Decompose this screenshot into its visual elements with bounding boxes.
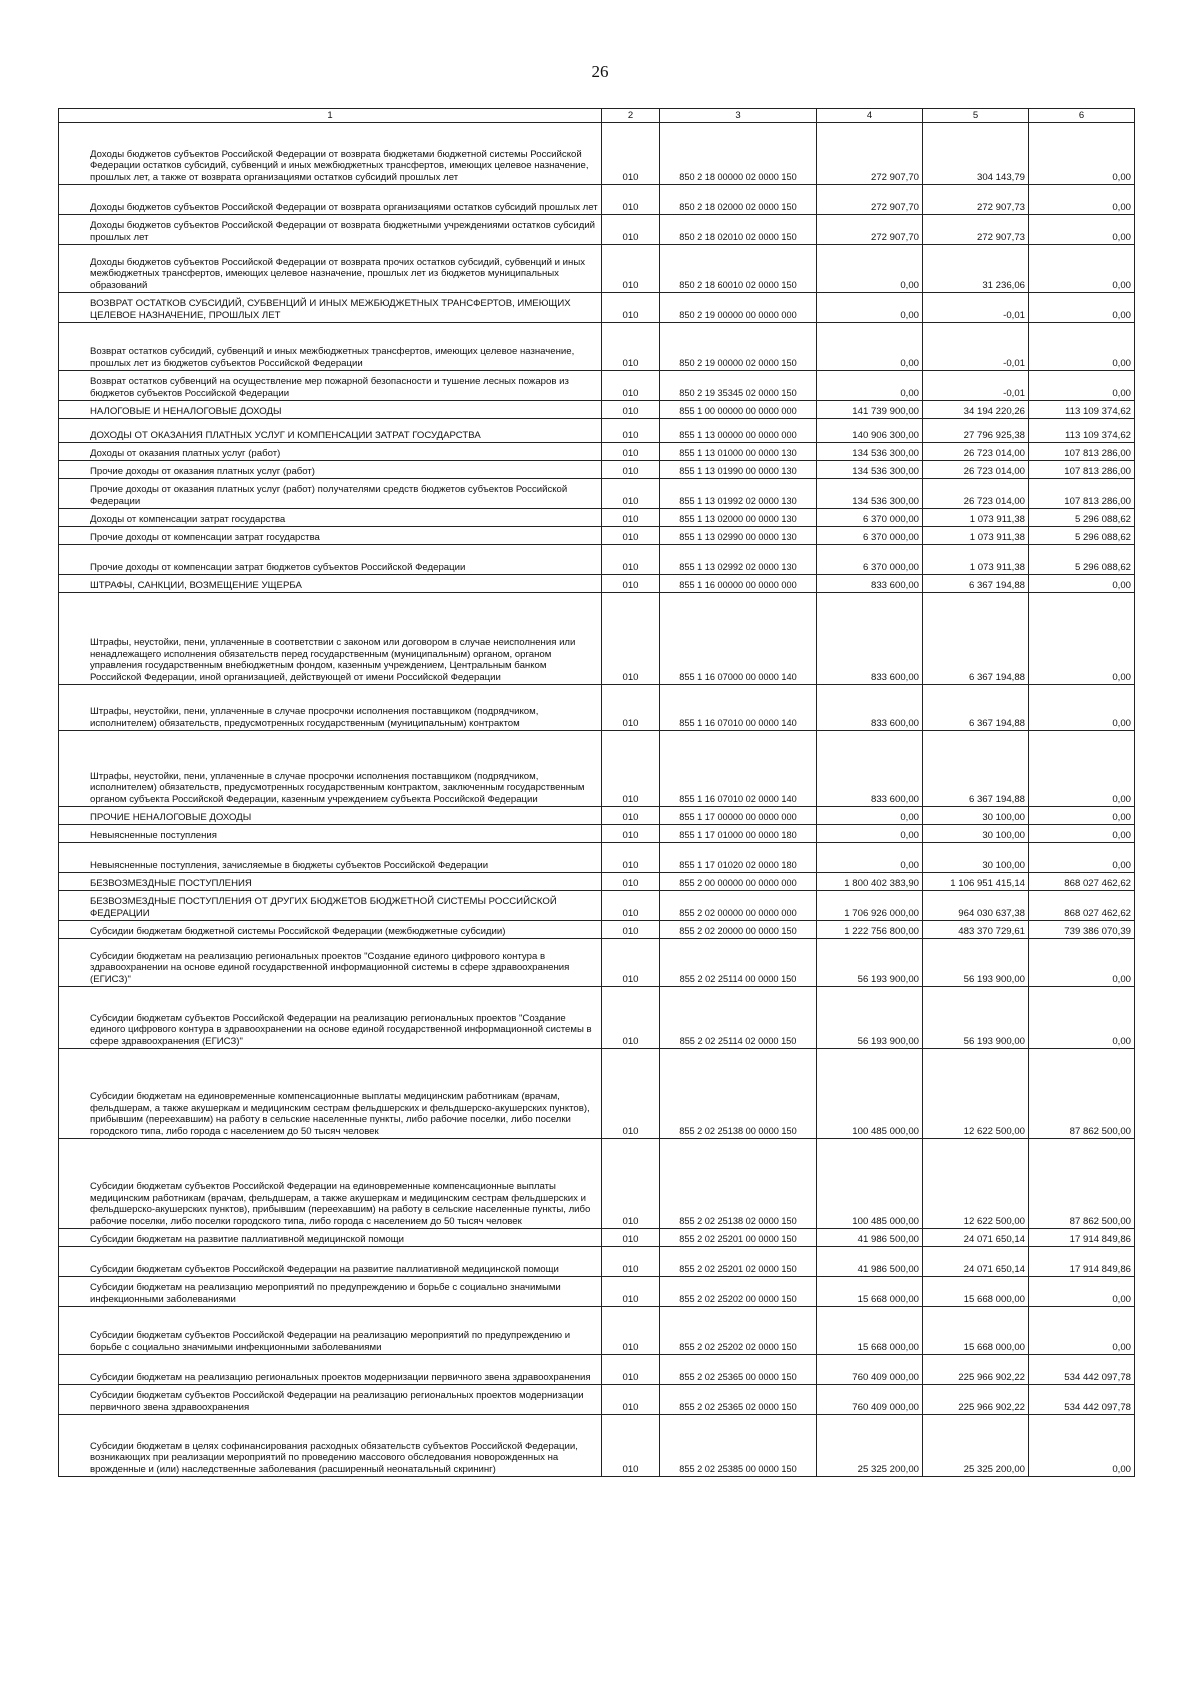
budget-code-cell: 855 1 13 01992 02 0000 130 — [660, 479, 817, 509]
budget-code-cell: 855 1 17 01000 00 0000 180 — [660, 825, 817, 843]
amount-col4-cell: 272 907,70 — [817, 123, 923, 185]
row-name-cell — [59, 479, 602, 509]
row-code-cell: 010 — [602, 987, 660, 1049]
column-header: 4 — [817, 109, 923, 123]
amount-col4-cell: 41 986 500,00 — [817, 1229, 923, 1247]
row-name-text: Доходы бюджетов субъектов Российской Федерации от возврата прочих остатков субсидий, субвенций и иных межбюджетных трансфертов, имеющих целевое назначение, прошлых лет из бюджетов муниципальных образований — [90, 256, 586, 291]
table-row — [59, 825, 1135, 843]
table-row — [59, 461, 1135, 479]
row-code-cell: 010 — [602, 123, 660, 185]
row-code-cell: 010 — [602, 1049, 660, 1139]
row-name-text: Прочие доходы от оказания платных услуг (работ) получателями средств бюджетов субъектов Российской Федерации — [90, 484, 568, 507]
row-name-text: Субсидии бюджетам на единовременные компенсационные выплаты медицинским работникам (врачам, фельдшерам, а также акушеркам и медицинским сестрам фельдшерских и фельдшерско-акушерских пунктов), прибывшим (переехавшим) на работу в сельские населенные пункты, либо рабочие поселки, либо поселки городского типа, либо города с населением до 50 тысяч человек — [90, 1091, 590, 1137]
row-code-cell: 010 — [602, 873, 660, 891]
amount-col5-cell: 304 143,79 — [923, 123, 1029, 185]
budget-code-cell: 855 1 16 07010 00 0000 140 — [660, 685, 817, 731]
row-name-cell — [59, 1307, 602, 1355]
row-code-cell: 010 — [602, 731, 660, 807]
budget-code-cell: 850 2 18 60010 02 0000 150 — [660, 245, 817, 293]
budget-code-cell: 855 2 02 25201 00 0000 150 — [660, 1229, 817, 1247]
row-name-cell — [59, 843, 602, 873]
table-row — [59, 1277, 1135, 1307]
budget-code-cell: 855 2 02 25114 00 0000 150 — [660, 939, 817, 987]
amount-col4-cell: 833 600,00 — [817, 685, 923, 731]
row-name-text: Невыясненные поступления — [90, 829, 217, 841]
budget-code-cell: 850 2 19 00000 00 0000 000 — [660, 293, 817, 323]
row-name-text: Доходы от оказания платных услуг (работ) — [90, 447, 281, 459]
amount-col6-cell: 0,00 — [1029, 843, 1135, 873]
row-name-text: Субсидии бюджетам на развитие паллиативной медицинской помощи — [90, 1233, 404, 1245]
row-name-text: Субсидии бюджетам на реализацию региональных проектов модернизации первичного звена здравоохранения — [90, 1371, 591, 1383]
amount-col6-cell: 0,00 — [1029, 123, 1135, 185]
table-row — [59, 123, 1135, 185]
amount-col4-cell: 134 536 300,00 — [817, 479, 923, 509]
amount-col5-cell: 225 966 902,22 — [923, 1355, 1029, 1385]
amount-col5-cell: 6 367 194,88 — [923, 685, 1029, 731]
amount-col5-cell: -0,01 — [923, 371, 1029, 401]
budget-code-cell: 855 2 00 00000 00 0000 000 — [660, 873, 817, 891]
amount-col4-cell: 6 370 000,00 — [817, 545, 923, 575]
amount-col6-cell: 534 442 097,78 — [1029, 1385, 1135, 1415]
row-name-text: Субсидии бюджетам в целях софинансирования расходных обязательств субъектов Российской Федерации, возникающих при реализации мероприятий по проведению массового обследования новорожденных на врожденные и (или) наследственные заболевания (расширенный неонатальный скрининг) — [90, 1440, 578, 1475]
budget-code-cell: 855 1 17 01020 02 0000 180 — [660, 843, 817, 873]
amount-col5-cell: 483 370 729,61 — [923, 921, 1029, 939]
budget-code-cell: 855 1 13 02990 00 0000 130 — [660, 527, 817, 545]
amount-col6-cell: 0,00 — [1029, 1415, 1135, 1477]
table-row — [59, 419, 1135, 443]
row-name-cell — [59, 1049, 602, 1139]
amount-col6-cell: 113 109 374,62 — [1029, 419, 1135, 443]
amount-col4-cell: 15 668 000,00 — [817, 1277, 923, 1307]
amount-col4-cell: 0,00 — [817, 843, 923, 873]
budget-code-cell: 850 2 19 00000 02 0000 150 — [660, 323, 817, 371]
row-name-text: Прочие доходы от оказания платных услуг (работ) — [90, 465, 316, 477]
table-row — [59, 1415, 1135, 1477]
amount-col4-cell: 134 536 300,00 — [817, 461, 923, 479]
row-code-cell: 010 — [602, 1415, 660, 1477]
row-name-cell — [59, 509, 602, 527]
table-row — [59, 185, 1135, 215]
row-name-text: ПРОЧИЕ НЕНАЛОГОВЫЕ ДОХОДЫ — [90, 811, 252, 823]
amount-col4-cell: 760 409 000,00 — [817, 1355, 923, 1385]
amount-col6-cell: 5 296 088,62 — [1029, 527, 1135, 545]
row-code-cell: 010 — [602, 843, 660, 873]
amount-col6-cell: 0,00 — [1029, 939, 1135, 987]
amount-col4-cell: 833 600,00 — [817, 731, 923, 807]
amount-col4-cell: 272 907,70 — [817, 185, 923, 215]
amount-col4-cell: 134 536 300,00 — [817, 443, 923, 461]
row-code-cell: 010 — [602, 293, 660, 323]
table-row — [59, 1247, 1135, 1277]
amount-col6-cell: 0,00 — [1029, 575, 1135, 593]
amount-col6-cell: 0,00 — [1029, 685, 1135, 731]
amount-col5-cell: 1 073 911,38 — [923, 545, 1029, 575]
amount-col5-cell: 1 073 911,38 — [923, 527, 1029, 545]
budget-code-cell: 855 1 13 02000 00 0000 130 — [660, 509, 817, 527]
amount-col5-cell: 34 194 220,26 — [923, 401, 1029, 419]
amount-col4-cell: 140 906 300,00 — [817, 419, 923, 443]
row-code-cell: 010 — [602, 575, 660, 593]
amount-col6-cell: 0,00 — [1029, 731, 1135, 807]
amount-col4-cell: 1 706 926 000,00 — [817, 891, 923, 921]
amount-col5-cell: 26 723 014,00 — [923, 461, 1029, 479]
row-name-text: Доходы бюджетов субъектов Российской Федерации от возврата бюджетными учреждениями остатков субсидий прошлых лет — [90, 220, 596, 243]
amount-col6-cell: 0,00 — [1029, 1307, 1135, 1355]
row-name-text: Штрафы, неустойки, пени, уплаченные в соответствии с законом или договором в случае неисполнения или ненадлежащего исполнения обязательств перед государственным (муниципальным) органом, органом управления государственным внебюджетным фондом, казенным учреждением, Центральным банком Российской Федерации, иной организацией, действующей от имени Российской Федерации — [90, 637, 576, 683]
amount-col6-cell: 534 442 097,78 — [1029, 1355, 1135, 1385]
table-row — [59, 245, 1135, 293]
amount-col6-cell: 0,00 — [1029, 593, 1135, 685]
budget-code-cell: 855 2 02 25138 00 0000 150 — [660, 1049, 817, 1139]
row-name-cell — [59, 245, 602, 293]
row-code-cell: 010 — [602, 215, 660, 245]
amount-col6-cell: 0,00 — [1029, 1277, 1135, 1307]
row-name-text: Возврат остатков субвенций на осуществление мер пожарной безопасности и тушение лесных пожаров из бюджетов субъектов Российской Федерации — [90, 376, 569, 399]
row-code-cell: 010 — [602, 527, 660, 545]
budget-code-cell: 850 2 18 02010 02 0000 150 — [660, 215, 817, 245]
table-row — [59, 293, 1135, 323]
budget-code-cell: 855 2 02 00000 00 0000 000 — [660, 891, 817, 921]
table-row — [59, 593, 1135, 685]
column-header: 3 — [660, 109, 817, 123]
amount-col6-cell: 17 914 849,86 — [1029, 1247, 1135, 1277]
row-code-cell: 010 — [602, 1277, 660, 1307]
row-code-cell: 010 — [602, 825, 660, 843]
amount-col4-cell: 833 600,00 — [817, 575, 923, 593]
table-row — [59, 873, 1135, 891]
amount-col4-cell: 6 370 000,00 — [817, 509, 923, 527]
row-code-cell: 010 — [602, 461, 660, 479]
row-name-text: Прочие доходы от компенсации затрат государства — [90, 531, 320, 543]
row-name-cell — [59, 443, 602, 461]
table-row — [59, 323, 1135, 371]
row-name-text: Невыясненные поступления, зачисляемые в бюджеты субъектов Российской Федерации — [90, 859, 489, 871]
budget-code-cell: 855 1 13 01990 00 0000 130 — [660, 461, 817, 479]
amount-col4-cell: 6 370 000,00 — [817, 527, 923, 545]
amount-col6-cell: 87 862 500,00 — [1029, 1049, 1135, 1139]
table-row — [59, 575, 1135, 593]
table-row — [59, 545, 1135, 575]
row-name-text: Возврат остатков субсидий, субвенций и иных межбюджетных трансфертов, имеющих целевое назначение, прошлых лет из бюджетов субъектов Российской Федерации — [90, 346, 575, 369]
amount-col5-cell: 56 193 900,00 — [923, 939, 1029, 987]
column-number-row — [59, 109, 1135, 123]
amount-col5-cell: 24 071 650,14 — [923, 1229, 1029, 1247]
amount-col5-cell: 12 622 500,00 — [923, 1139, 1029, 1229]
amount-col4-cell: 41 986 500,00 — [817, 1247, 923, 1277]
table-row — [59, 1049, 1135, 1139]
revenue-table — [58, 108, 1135, 1477]
row-name-cell — [59, 731, 602, 807]
amount-col6-cell: 0,00 — [1029, 987, 1135, 1049]
row-name-text: ДОХОДЫ ОТ ОКАЗАНИЯ ПЛАТНЫХ УСЛУГ И КОМПЕНСАЦИИ ЗАТРАТ ГОСУДАРСТВА — [90, 429, 481, 441]
row-name-cell — [59, 1415, 602, 1477]
amount-col4-cell: 15 668 000,00 — [817, 1307, 923, 1355]
amount-col5-cell: 225 966 902,22 — [923, 1385, 1029, 1415]
row-name-cell — [59, 1247, 602, 1277]
table-row — [59, 1139, 1135, 1229]
table-row — [59, 1355, 1135, 1385]
column-header: 6 — [1029, 109, 1135, 123]
row-name-cell — [59, 891, 602, 921]
amount-col4-cell: 100 485 000,00 — [817, 1139, 923, 1229]
amount-col6-cell: 87 862 500,00 — [1029, 1139, 1135, 1229]
budget-code-cell: 855 1 16 07010 02 0000 140 — [660, 731, 817, 807]
row-name-cell — [59, 1139, 602, 1229]
budget-code-cell: 855 2 02 20000 00 0000 150 — [660, 921, 817, 939]
budget-code-cell: 855 1 16 07000 00 0000 140 — [660, 593, 817, 685]
amount-col5-cell: 6 367 194,88 — [923, 731, 1029, 807]
amount-col4-cell: 0,00 — [817, 371, 923, 401]
row-name-text: Субсидии бюджетам субъектов Российской Федерации на единовременные компенсационные выплаты медицинским работникам (врачам, фельдшерам, а также акушеркам и медицинским сестрам фельдшерских и фельдшерско-акушерских пунктов), прибывшим (переехавшим) на работу в сельские населенные пункты, либо рабочие поселки, либо поселки городского типа, либо города с населением до 50 тысяч человек — [90, 1181, 591, 1227]
row-code-cell: 010 — [602, 593, 660, 685]
row-name-cell — [59, 1229, 602, 1247]
row-name-cell — [59, 873, 602, 891]
table-row — [59, 1229, 1135, 1247]
amount-col5-cell: 6 367 194,88 — [923, 593, 1029, 685]
budget-code-cell: 855 2 02 25201 02 0000 150 — [660, 1247, 817, 1277]
row-name-cell — [59, 575, 602, 593]
amount-col5-cell: 30 100,00 — [923, 843, 1029, 873]
table-row — [59, 371, 1135, 401]
row-name-text: Субсидии бюджетам субъектов Российской Федерации на реализацию региональных проектов "Создание единого цифрового контура в здравоохранении на основе единой государственной информационной системы в сфере здравоохранения (ЕГИСЗ)" — [90, 1012, 592, 1047]
amount-col4-cell: 56 193 900,00 — [817, 987, 923, 1049]
budget-code-cell: 855 2 02 25138 02 0000 150 — [660, 1139, 817, 1229]
amount-col4-cell: 0,00 — [817, 807, 923, 825]
amount-col6-cell: 0,00 — [1029, 371, 1135, 401]
row-code-cell: 010 — [602, 371, 660, 401]
budget-code-cell: 855 1 13 02992 02 0000 130 — [660, 545, 817, 575]
row-name-text: Доходы бюджетов субъектов Российской Федерации от возврата организациями остатков субсидий прошлых лет — [90, 201, 598, 213]
amount-col6-cell: 0,00 — [1029, 293, 1135, 323]
amount-col5-cell: 15 668 000,00 — [923, 1277, 1029, 1307]
budget-code-cell: 855 1 16 00000 00 0000 000 — [660, 575, 817, 593]
page-number: 26 — [591, 62, 609, 81]
table-row — [59, 527, 1135, 545]
row-name-text: Субсидии бюджетам субъектов Российской Федерации на реализацию мероприятий по предупреждению и борьбе с социально значимыми инфекционными заболеваниями — [90, 1330, 571, 1353]
table-row — [59, 685, 1135, 731]
row-name-text: Доходы от компенсации затрат государства — [90, 513, 286, 525]
row-name-cell — [59, 461, 602, 479]
row-code-cell: 010 — [602, 1229, 660, 1247]
budget-code-cell: 855 1 13 01000 00 0000 130 — [660, 443, 817, 461]
amount-col4-cell: 25 325 200,00 — [817, 1415, 923, 1477]
amount-col5-cell: 272 907,73 — [923, 185, 1029, 215]
column-header: 1 — [59, 109, 602, 123]
amount-col4-cell: 0,00 — [817, 245, 923, 293]
row-code-cell: 010 — [602, 401, 660, 419]
row-name-cell — [59, 939, 602, 987]
amount-col6-cell: 0,00 — [1029, 323, 1135, 371]
row-code-cell: 010 — [602, 323, 660, 371]
row-name-cell — [59, 293, 602, 323]
budget-code-cell: 855 2 02 25385 00 0000 150 — [660, 1415, 817, 1477]
row-name-cell — [59, 1277, 602, 1307]
row-code-cell: 010 — [602, 1307, 660, 1355]
table-row — [59, 731, 1135, 807]
amount-col6-cell: 107 813 286,00 — [1029, 479, 1135, 509]
amount-col6-cell: 113 109 374,62 — [1029, 401, 1135, 419]
row-name-text: Прочие доходы от компенсации затрат бюджетов субъектов Российской Федерации — [90, 561, 466, 573]
budget-code-cell: 855 1 13 00000 00 0000 000 — [660, 419, 817, 443]
table-row — [59, 921, 1135, 939]
row-name-cell — [59, 807, 602, 825]
row-code-cell: 010 — [602, 1247, 660, 1277]
budget-code-cell: 855 2 02 25365 02 0000 150 — [660, 1385, 817, 1415]
amount-col5-cell: 964 030 637,38 — [923, 891, 1029, 921]
amount-col5-cell: 1 073 911,38 — [923, 509, 1029, 527]
row-code-cell: 010 — [602, 443, 660, 461]
amount-col6-cell: 0,00 — [1029, 245, 1135, 293]
row-code-cell: 010 — [602, 185, 660, 215]
row-code-cell: 010 — [602, 921, 660, 939]
amount-col6-cell: 0,00 — [1029, 185, 1135, 215]
row-code-cell: 010 — [602, 545, 660, 575]
row-code-cell: 010 — [602, 1355, 660, 1385]
amount-col4-cell: 833 600,00 — [817, 593, 923, 685]
table-row — [59, 939, 1135, 987]
amount-col6-cell: 868 027 462,62 — [1029, 873, 1135, 891]
row-code-cell: 010 — [602, 479, 660, 509]
amount-col5-cell: 6 367 194,88 — [923, 575, 1029, 593]
row-name-cell — [59, 401, 602, 419]
table-row — [59, 215, 1135, 245]
amount-col5-cell: 26 723 014,00 — [923, 479, 1029, 509]
row-name-cell — [59, 987, 602, 1049]
row-name-cell — [59, 1355, 602, 1385]
budget-code-cell: 855 2 02 25365 00 0000 150 — [660, 1355, 817, 1385]
row-code-cell: 010 — [602, 245, 660, 293]
row-name-text: Субсидии бюджетам на реализацию региональных проектов "Создание единого цифрового контура в здравоохранении на основе единой государственной информационной системы в сфере здравоохранения (ЕГИСЗ)" — [90, 950, 570, 985]
row-name-text: ВОЗВРАТ ОСТАТКОВ СУБСИДИЙ, СУБВЕНЦИЙ И ИНЫХ МЕЖБЮДЖЕТНЫХ ТРАНСФЕРТОВ, ИМЕЮЩИХ ЦЕЛЕВОЕ НАЗНАЧЕНИЕ, ПРОШЛЫХ ЛЕТ — [90, 298, 571, 321]
row-name-text: Субсидии бюджетам бюджетной системы Российской Федерации (межбюджетные субсидии) — [90, 925, 506, 937]
amount-col4-cell: 56 193 900,00 — [817, 939, 923, 987]
amount-col4-cell: 0,00 — [817, 825, 923, 843]
amount-col6-cell: 107 813 286,00 — [1029, 461, 1135, 479]
table-row — [59, 1385, 1135, 1415]
budget-code-cell: 850 2 19 35345 02 0000 150 — [660, 371, 817, 401]
row-name-text: НАЛОГОВЫЕ И НЕНАЛОГОВЫЕ ДОХОДЫ — [90, 405, 282, 417]
amount-col6-cell: 107 813 286,00 — [1029, 443, 1135, 461]
table-row — [59, 401, 1135, 419]
amount-col4-cell: 141 739 900,00 — [817, 401, 923, 419]
row-name-cell — [59, 593, 602, 685]
amount-col6-cell: 0,00 — [1029, 825, 1135, 843]
row-name-cell — [59, 419, 602, 443]
table-row — [59, 1307, 1135, 1355]
row-name-text: ШТРАФЫ, САНКЦИИ, ВОЗМЕЩЕНИЕ УЩЕРБА — [90, 579, 302, 591]
amount-col5-cell: 25 325 200,00 — [923, 1415, 1029, 1477]
amount-col6-cell: 5 296 088,62 — [1029, 545, 1135, 575]
budget-code-cell: 855 1 17 00000 00 0000 000 — [660, 807, 817, 825]
amount-col5-cell: -0,01 — [923, 323, 1029, 371]
amount-col6-cell: 5 296 088,62 — [1029, 509, 1135, 527]
row-name-text: Субсидии бюджетам субъектов Российской Федерации на реализацию региональных проектов модернизации первичного звена здравоохранения — [90, 1390, 584, 1413]
amount-col5-cell: 272 907,73 — [923, 215, 1029, 245]
amount-col4-cell: 0,00 — [817, 293, 923, 323]
row-name-text: БЕЗВОЗМЕЗДНЫЕ ПОСТУПЛЕНИЯ — [90, 877, 252, 889]
row-code-cell: 010 — [602, 891, 660, 921]
table-row — [59, 509, 1135, 527]
table-row — [59, 479, 1135, 509]
amount-col6-cell: 0,00 — [1029, 215, 1135, 245]
row-code-cell: 010 — [602, 939, 660, 987]
amount-col6-cell: 739 386 070,39 — [1029, 921, 1135, 939]
amount-col4-cell: 272 907,70 — [817, 215, 923, 245]
row-name-cell — [59, 123, 602, 185]
amount-col4-cell: 760 409 000,00 — [817, 1385, 923, 1415]
amount-col5-cell: 27 796 925,38 — [923, 419, 1029, 443]
row-code-cell: 010 — [602, 685, 660, 731]
row-name-text: Доходы бюджетов субъектов Российской Федерации от возврата бюджетами бюджетной системы Российской Федерации остатков субсидий, субвенций и иных межбюджетных трансфертов, имеющих целевое назначение, прошлых лет, а также от возврата организациями остатков субсидий прошлых лет — [90, 148, 589, 183]
amount-col5-cell: 24 071 650,14 — [923, 1247, 1029, 1277]
row-name-cell — [59, 921, 602, 939]
amount-col5-cell: 12 622 500,00 — [923, 1049, 1029, 1139]
budget-code-cell: 855 1 00 00000 00 0000 000 — [660, 401, 817, 419]
table-row — [59, 843, 1135, 873]
row-name-text: Субсидии бюджетам субъектов Российской Федерации на развитие паллиативной медицинской помощи — [90, 1263, 559, 1275]
row-name-cell — [59, 323, 602, 371]
row-name-text: Штрафы, неустойки, пени, уплаченные в случае просрочки исполнения поставщиком (подрядчиком, исполнителем) обязательств, предусмотренных государственным (муниципальным) контрактом — [90, 706, 539, 729]
row-code-cell: 010 — [602, 509, 660, 527]
row-name-cell — [59, 545, 602, 575]
amount-col5-cell: 31 236,06 — [923, 245, 1029, 293]
amount-col5-cell: 1 106 951 415,14 — [923, 873, 1029, 891]
amount-col4-cell: 100 485 000,00 — [817, 1049, 923, 1139]
row-name-cell — [59, 185, 602, 215]
amount-col4-cell: 1 800 402 383,90 — [817, 873, 923, 891]
budget-code-cell: 850 2 18 00000 02 0000 150 — [660, 123, 817, 185]
amount-col5-cell: 15 668 000,00 — [923, 1307, 1029, 1355]
column-header: 2 — [602, 109, 660, 123]
budget-code-cell: 855 2 02 25202 00 0000 150 — [660, 1277, 817, 1307]
row-name-cell — [59, 1385, 602, 1415]
budget-code-cell: 850 2 18 02000 02 0000 150 — [660, 185, 817, 215]
row-name-text: БЕЗВОЗМЕЗДНЫЕ ПОСТУПЛЕНИЯ ОТ ДРУГИХ БЮДЖЕТОВ БЮДЖЕТНОЙ СИСТЕМЫ РОССИЙСКОЙ ФЕДЕРАЦИИ — [90, 896, 557, 919]
table-body — [59, 109, 1135, 1477]
row-name-cell — [59, 215, 602, 245]
row-name-cell — [59, 685, 602, 731]
amount-col5-cell: 30 100,00 — [923, 825, 1029, 843]
amount-col5-cell: 30 100,00 — [923, 807, 1029, 825]
budget-code-cell: 855 2 02 25114 02 0000 150 — [660, 987, 817, 1049]
row-code-cell: 010 — [602, 807, 660, 825]
table-row — [59, 807, 1135, 825]
column-header: 5 — [923, 109, 1029, 123]
amount-col5-cell: -0,01 — [923, 293, 1029, 323]
row-name-text: Штрафы, неустойки, пени, уплаченные в случае просрочки исполнения поставщиком (подрядчиком, исполнителем) обязательств, предусмотренных государственным контрактом, заключенным государственным органом субъекта Российской Федерации, казенным учреждением субъекта Российской Федерации — [90, 770, 585, 805]
budget-code-cell: 855 2 02 25202 02 0000 150 — [660, 1307, 817, 1355]
table-row — [59, 443, 1135, 461]
table-row — [59, 891, 1135, 921]
row-name-cell — [59, 527, 602, 545]
row-name-text: Субсидии бюджетам на реализацию мероприятий по предупреждению и борьбе с социально значимыми инфекционными заболеваниями — [90, 1282, 561, 1305]
amount-col5-cell: 56 193 900,00 — [923, 987, 1029, 1049]
row-name-cell — [59, 825, 602, 843]
row-code-cell: 010 — [602, 1139, 660, 1229]
amount-col4-cell: 0,00 — [817, 323, 923, 371]
amount-col5-cell: 26 723 014,00 — [923, 443, 1029, 461]
amount-col4-cell: 1 222 756 800,00 — [817, 921, 923, 939]
row-code-cell: 010 — [602, 1385, 660, 1415]
amount-col6-cell: 0,00 — [1029, 807, 1135, 825]
amount-col6-cell: 868 027 462,62 — [1029, 891, 1135, 921]
amount-col6-cell: 17 914 849,86 — [1029, 1229, 1135, 1247]
table-row — [59, 987, 1135, 1049]
row-name-cell — [59, 371, 602, 401]
row-code-cell: 010 — [602, 419, 660, 443]
